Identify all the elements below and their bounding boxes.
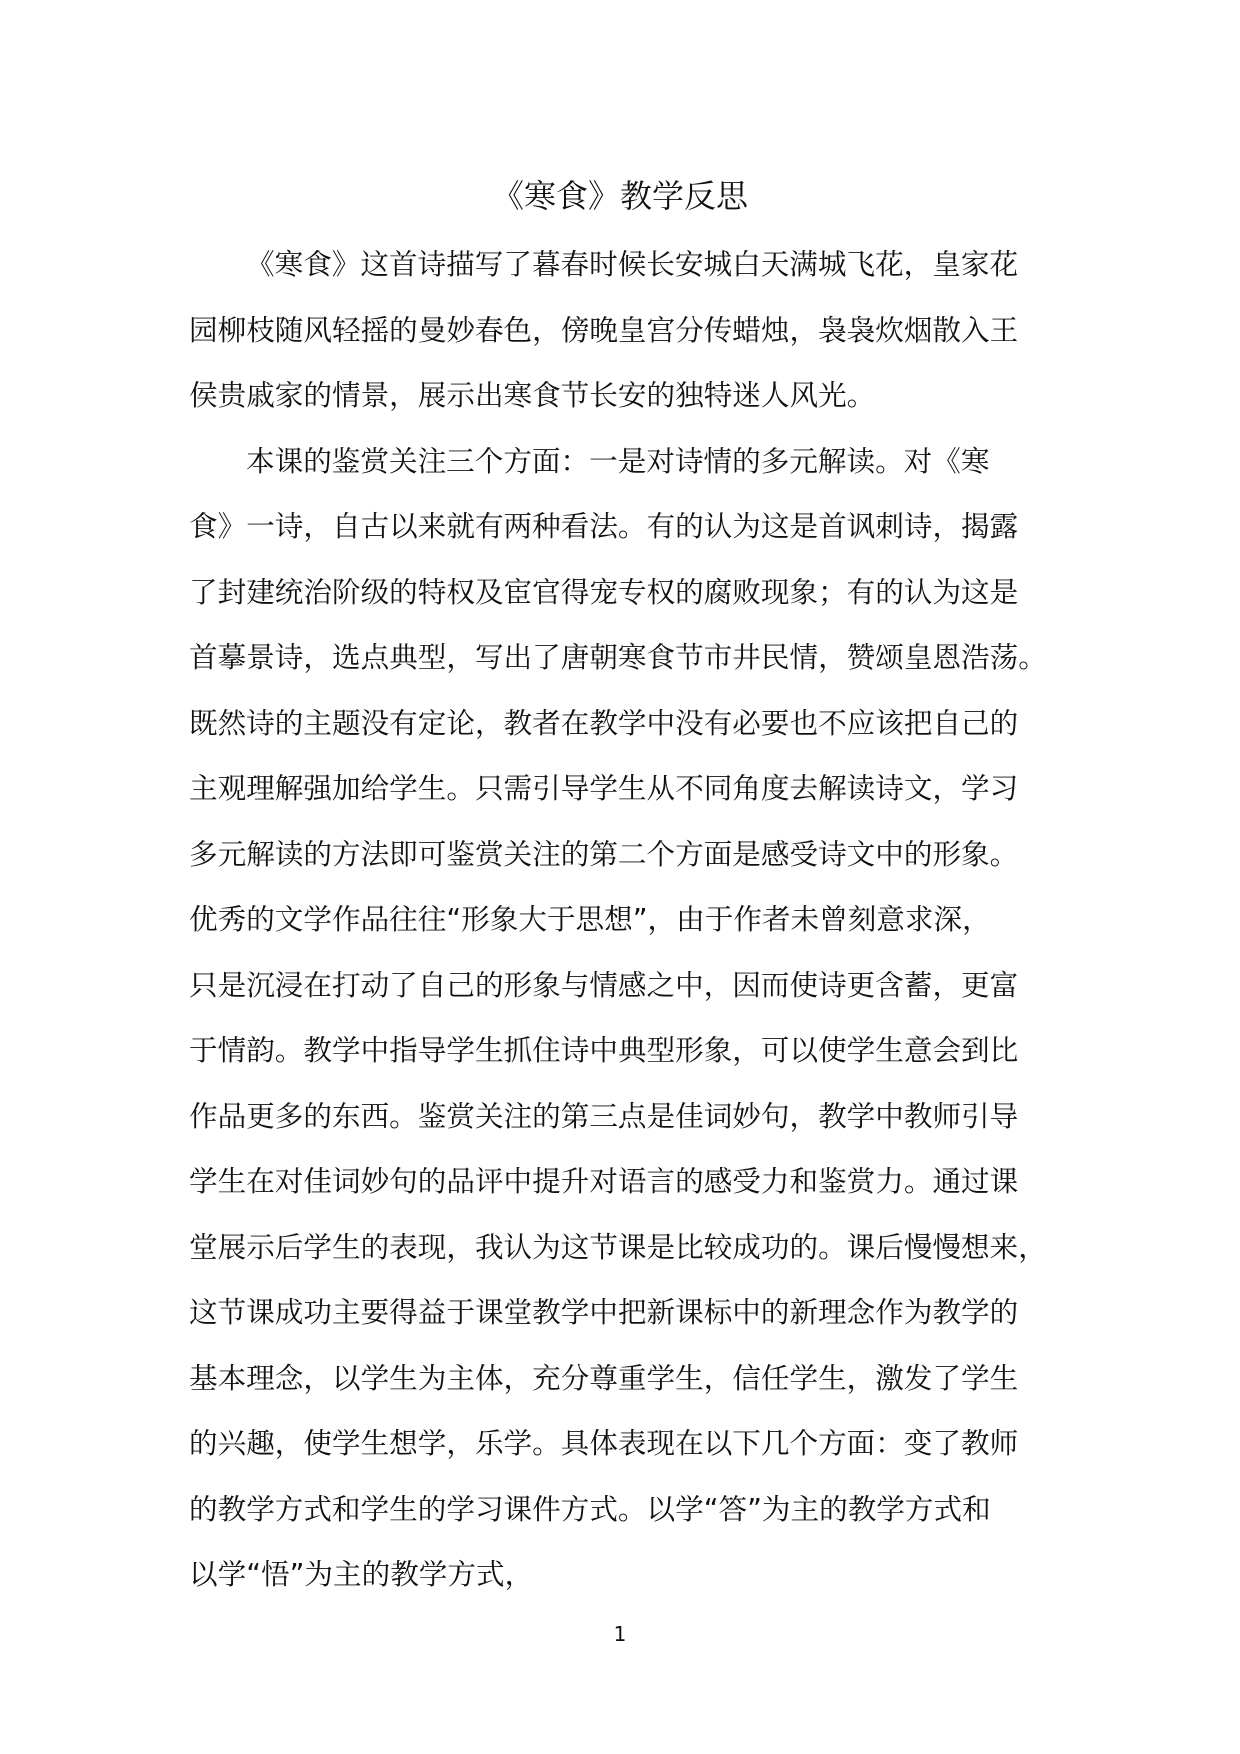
- text-line: 只是沉浸在打动了自己的形象与情感之中，因而使诗更含蓄，更富: [189, 967, 1019, 1002]
- text-line: 基本理念，以学生为主体，充分尊重学生，信任学生，激发了学生: [189, 1360, 1019, 1395]
- body-text: [189, 232, 1053, 1608]
- text-line: 首摹景诗，选点典型，写出了唐朝寒食节市井民情，赞颂皇恩浩荡。: [189, 640, 1047, 674]
- text-line: 的教学方式和学生的学习课件方式。以学“答”为主的教学方式和: [189, 1491, 991, 1526]
- page-number: 1: [613, 1622, 627, 1646]
- text-line: 食》一诗，自古以来就有两种看法。有的认为这是首讽刺诗，揭露: [189, 509, 1019, 543]
- text-line: 以学“悟”为主的教学方式，: [189, 1557, 534, 1591]
- text-line: 优秀的文学作品往往“形象大于思想”，由于作者未曾刻意求深，: [189, 902, 991, 936]
- text-line: 《寒食》这首诗描写了暮春时候长安城白天满城飞花，皇家花: [246, 247, 1019, 281]
- text-line: 的兴趣，使学生想学，乐学。具体表现在以下几个方面：变了教师: [189, 1426, 1019, 1460]
- text-line: 本课的鉴赏关注三个方面：一是对诗情的多元解读。对《寒: [246, 443, 990, 478]
- text-line: 学生在对佳词妙句的品评中提升对语言的感受力和鉴赏力。通过课: [189, 1164, 1019, 1198]
- text-line: 既然诗的主题没有定论，教者在教学中没有必要也不应该把自己的: [189, 705, 1019, 740]
- text-line: 了封建统治阶级的特权及宦官得宠专权的腐败现象；有的认为这是: [189, 574, 1019, 609]
- text-line: 这节课成功主要得益于课堂教学中把新课标中的新理念作为教学的: [189, 1295, 1019, 1329]
- text-line: 侯贵戚家的情景，展示出寒食节长安的独特迷人风光。: [189, 378, 876, 412]
- text-line: 园柳枝随风轻摇的曼妙春色，傍晚皇宫分传蜡烛，袅袅炊烟散入王: [189, 312, 1019, 347]
- page-title: 《寒食》教学反思: [491, 177, 748, 215]
- text-line: 作品更多的东西。鉴赏关注的第三点是佳词妙句，教学中教师引导: [189, 1098, 1019, 1133]
- text-line: 主观理解强加给学生。只需引导学生从不同角度去解读诗文，学习: [189, 771, 1019, 805]
- text-line: 堂展示后学生的表现，我认为这节课是比较成功的。课后慢慢想来，: [189, 1229, 1047, 1264]
- text-line: 多元解读的方法即可鉴赏关注的第二个方面是感受诗文中的形象。: [189, 836, 1019, 871]
- text-line: 于情韵。教学中指导学生抓住诗中典型形象，可以使学生意会到比: [189, 1033, 1019, 1067]
